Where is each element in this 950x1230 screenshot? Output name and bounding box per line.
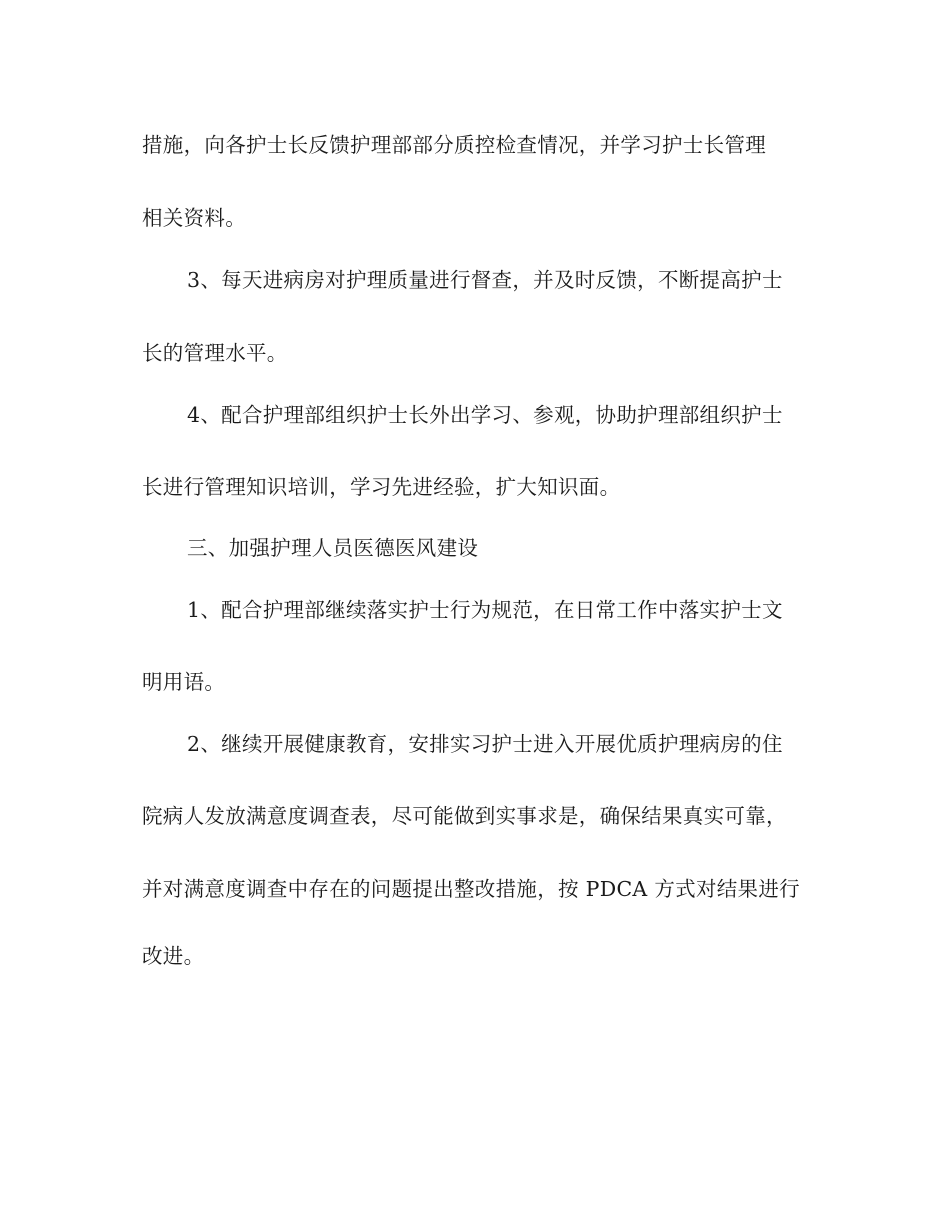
section-heading: 三、加强护理人员医德医风建设 (187, 536, 479, 560)
text-line: 院病人发放满意度调查表，尽可能做到实事求是，确保结果真实可靠， (142, 804, 787, 828)
text-line: 长的管理水平。 (142, 341, 288, 365)
text-line: 相关资料。 (142, 206, 246, 230)
text-line: 2、继续开展健康教育，安排实习护士进入开展优质护理病房的住 (187, 732, 783, 756)
text-line: 改进。 (142, 944, 205, 968)
text-line: 并对满意度调查中存在的问题提出整改措施，按 PDCA 方式对结果进行 (142, 877, 800, 901)
text-line: 长进行管理知识培训，学习先进经验，扩大知识面。 (142, 475, 621, 499)
text-line: 1、配合护理部继续落实护士行为规范，在日常工作中落实护士文 (187, 598, 783, 622)
text-line: 4、配合护理部组织护士长外出学习、参观，协助护理部组织护士 (187, 403, 783, 427)
text-line: 明用语。 (142, 670, 226, 694)
text-line: 3、每天进病房对护理质量进行督查，并及时反馈，不断提高护士 (187, 268, 783, 292)
text-line: 措施，向各护士长反馈护理部部分质控检查情况，并学习护士长管理 (142, 133, 766, 157)
